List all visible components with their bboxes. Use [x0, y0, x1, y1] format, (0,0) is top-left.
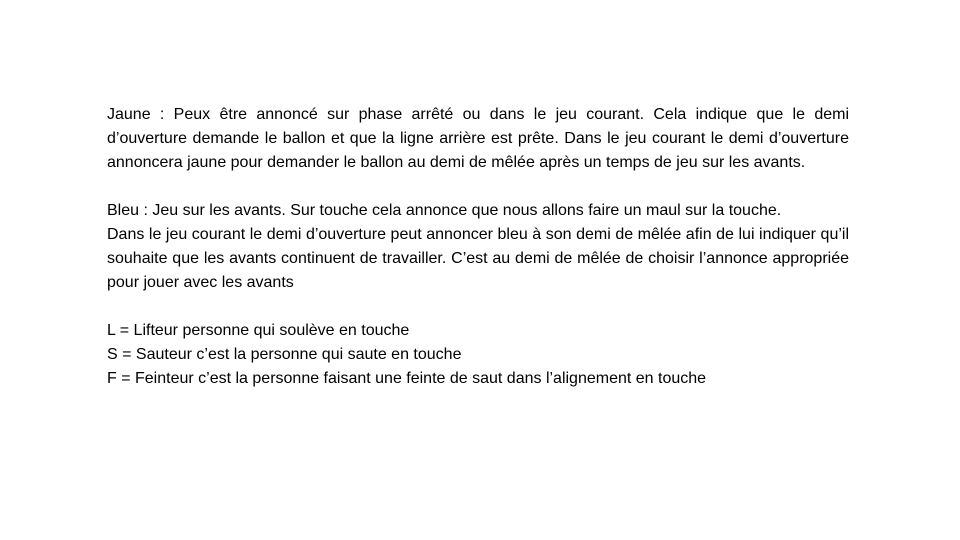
paragraph-jaune: Jaune : Peux être annoncé sur phase arrêté ou dans le jeu courant. Cela indique que le demi d’ouverture demande le ballon et que la ligne arrière est prête. Dans le jeu courant le demi d’ouverture annoncera jaune pour demander le ballon au demi de mêlée après un temps de jeu sur les avants.	[107, 106, 849, 171]
definition-sauteur: S = Sauteur c’est la personne qui saute en touche	[107, 346, 462, 363]
paragraph-bleu-intro: Bleu : Jeu sur les avants. Sur touche cela annonce que nous allons faire un maul sur la touche.	[107, 202, 782, 219]
definitions-list	[107, 319, 849, 391]
spacer	[107, 295, 849, 319]
definition-feinteur: F = Feinteur c’est la personne faisant une feinte de saut dans l’alignement en touche	[107, 370, 707, 387]
definition-lifteur: L = Lifteur personne qui soulève en touche	[107, 322, 410, 339]
spacer	[107, 175, 849, 199]
text-body	[107, 103, 849, 391]
paragraph-bleu-detail: Dans le jeu courant le demi d’ouverture peut annoncer bleu à son demi de mêlée afin de lui indiquer qu’il souhaite que les avants continuent de travailler. C’est au demi de mêlée de choisir l’annonce appropriée pour jouer avec les avants	[107, 226, 849, 291]
